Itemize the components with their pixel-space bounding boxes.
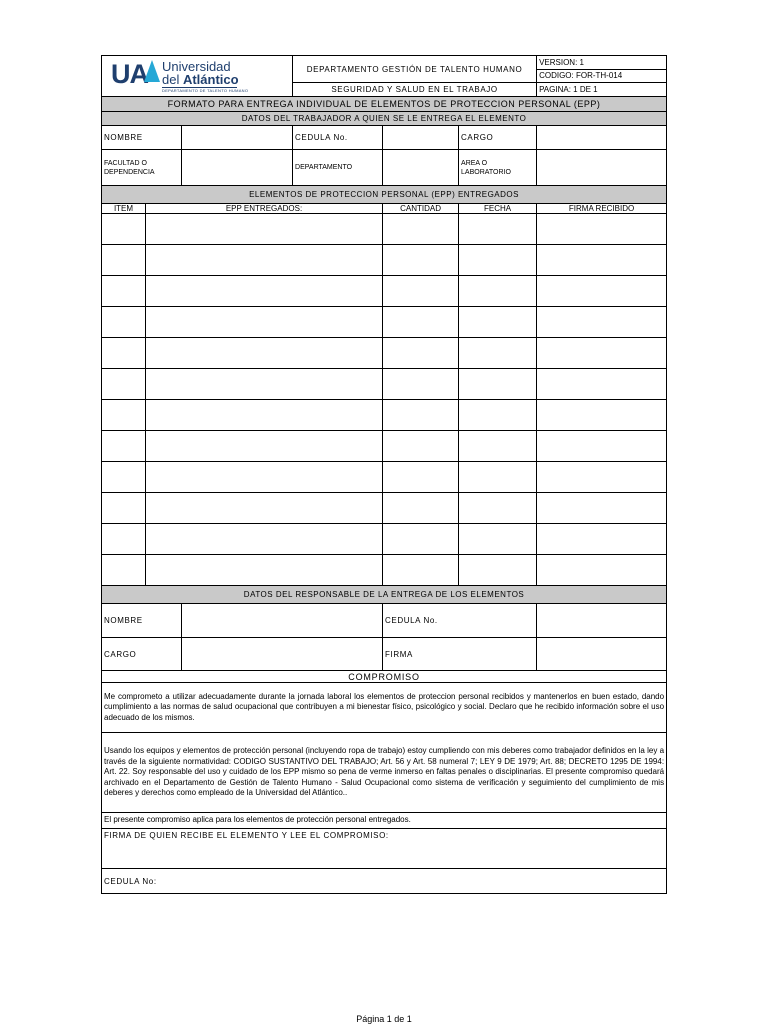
epp-row	[102, 431, 667, 462]
epp-description-cell[interactable]	[146, 338, 383, 369]
epp-signature-cell[interactable]	[537, 493, 667, 524]
epp-item-cell[interactable]	[102, 400, 146, 431]
epp-description-cell[interactable]	[146, 307, 383, 338]
page-label: PAGINA: 1 DE 1	[537, 83, 667, 97]
departamento-field[interactable]	[383, 150, 459, 186]
worker-name-field[interactable]	[182, 126, 293, 150]
logo-department: DEPARTAMENTO DE TALENTO HUMANO	[162, 88, 249, 93]
epp-date-cell[interactable]	[459, 276, 537, 307]
responsible-cargo-field[interactable]	[182, 638, 383, 671]
col-fecha-header: FECHA	[459, 204, 537, 214]
worker-section-heading: DATOS DEL TRABAJADOR A QUIEN SE LE ENTREGA EL ELEMENTO	[102, 112, 667, 126]
logo-line2: del Atlántico	[162, 72, 239, 87]
epp-date-cell[interactable]	[459, 338, 537, 369]
epp-date-cell[interactable]	[459, 400, 537, 431]
logo-ua-mark: UA	[111, 59, 148, 89]
epp-row	[102, 400, 667, 431]
epp-signature-cell[interactable]	[537, 555, 667, 586]
epp-row	[102, 524, 667, 555]
area-title: SEGURIDAD Y SALUD EN EL TRABAJO	[293, 83, 537, 97]
logo-triangle-icon	[144, 60, 160, 82]
version-label: VERSION: 1	[537, 56, 667, 70]
epp-date-cell[interactable]	[459, 524, 537, 555]
epp-signature-cell[interactable]	[537, 462, 667, 493]
facultad-label: FACULTAD O DEPENDENCIA	[102, 150, 182, 186]
epp-quantity-cell[interactable]	[383, 431, 459, 462]
epp-quantity-cell[interactable]	[383, 245, 459, 276]
epp-date-cell[interactable]	[459, 307, 537, 338]
responsible-name-label: NOMBRE	[102, 604, 182, 638]
epp-item-cell[interactable]	[102, 555, 146, 586]
receiver-cedula-label: CEDULA No:	[104, 876, 157, 886]
epp-signature-cell[interactable]	[537, 245, 667, 276]
epp-quantity-cell[interactable]	[383, 276, 459, 307]
responsible-cedula-label: CEDULA No.	[383, 604, 537, 638]
epp-signature-cell[interactable]	[537, 214, 667, 245]
epp-quantity-cell[interactable]	[383, 493, 459, 524]
epp-row	[102, 369, 667, 400]
worker-cedula-label: CEDULA No.	[293, 126, 383, 150]
commitment-paragraph-2: Usando los equipos y elementos de protección personal (incluyendo ropa de trabajo) estoy cumpliendo con mis deberes como trabajador definidos en la ley a través de la siguiente normatividad: CODIGO SUSTANTIVO DEL TRABAJO; Art. 56 y Art. 58 numeral 7; LEY 9 DE 1979; Art. 88; DECRETO 1295 DE 1994: Art. 22. Soy responsable del uso y cuidado de los EPP mismo so pena de verme inmerso en faltas penales o disciplinarias. El presente compromiso quedará archivado en el Departamento de Gestión de Talento Humano - Salud Ocupacional como sistema de verificación y seguimiento del cumplimiento de mis deberes y derechos como empleado de la Universidad del Atlántico..	[102, 733, 667, 813]
epp-row	[102, 493, 667, 524]
responsible-cargo-label: CARGO	[102, 638, 182, 671]
epp-description-cell[interactable]	[146, 400, 383, 431]
epp-row	[102, 214, 667, 245]
epp-section-heading: ELEMENTOS DE PROTECCION PERSONAL (EPP) ENTREGADOS	[102, 186, 667, 204]
epp-date-cell[interactable]	[459, 214, 537, 245]
responsible-firma-field[interactable]	[537, 638, 667, 671]
responsible-firma-label: FIRMA	[383, 638, 537, 671]
epp-description-cell[interactable]	[146, 462, 383, 493]
worker-cargo-label: CARGO	[459, 126, 537, 150]
commitment-paragraph-3: El presente compromiso aplica para los elementos de protección personal entregados.	[102, 813, 667, 829]
epp-signature-cell[interactable]	[537, 276, 667, 307]
epp-quantity-cell[interactable]	[383, 214, 459, 245]
epp-row	[102, 245, 667, 276]
epp-signature-cell[interactable]	[537, 307, 667, 338]
epp-description-cell[interactable]	[146, 493, 383, 524]
epp-date-cell[interactable]	[459, 369, 537, 400]
departamento-label: DEPARTAMENTO	[293, 150, 383, 186]
col-epp-header: EPP ENTREGADOS:	[146, 204, 383, 214]
responsible-cedula-field[interactable]	[537, 604, 667, 638]
worker-name-label: NOMBRE	[102, 126, 182, 150]
commitment-heading: COMPROMISO	[102, 671, 667, 683]
epp-quantity-cell[interactable]	[383, 400, 459, 431]
responsible-section-heading: DATOS DEL RESPONSABLE DE LA ENTREGA DE LOS ELEMENTOS	[102, 586, 667, 604]
epp-row	[102, 338, 667, 369]
epp-date-cell[interactable]	[459, 245, 537, 276]
epp-description-cell[interactable]	[146, 214, 383, 245]
form-title: FORMATO PARA ENTREGA INDIVIDUAL DE ELEMENTOS DE PROTECCION PERSONAL (EPP)	[102, 97, 667, 112]
epp-signature-cell[interactable]	[537, 338, 667, 369]
epp-item-cell[interactable]	[102, 493, 146, 524]
epp-item-cell[interactable]	[102, 462, 146, 493]
epp-description-cell[interactable]	[146, 524, 383, 555]
epp-signature-cell[interactable]	[537, 524, 667, 555]
epp-date-cell[interactable]	[459, 462, 537, 493]
epp-signature-cell[interactable]	[537, 369, 667, 400]
epp-item-cell[interactable]	[102, 276, 146, 307]
epp-date-cell[interactable]	[459, 555, 537, 586]
epp-item-cell[interactable]	[102, 431, 146, 462]
epp-item-cell[interactable]	[102, 369, 146, 400]
epp-item-cell[interactable]	[102, 307, 146, 338]
epp-row	[102, 462, 667, 493]
epp-quantity-cell[interactable]	[383, 307, 459, 338]
epp-quantity-cell[interactable]	[383, 462, 459, 493]
commitment-paragraph-1: Me comprometo a utilizar adecuadamente durante la jornada laboral los elementos de proteccion personal recibidos y mantenerlos en buen estado, dando cumplimiento a las normas de salud ocupacional que contribuyen a mi bienestar físico, psicológico y social. Declaro que he recibido información sobre el uso adecuado de los mismos.	[102, 683, 667, 733]
department-title: DEPARTAMENTO GESTIÓN DE TALENTO HUMANO	[293, 56, 537, 83]
col-item-header: ITEM	[102, 204, 146, 214]
epp-item-cell[interactable]	[102, 524, 146, 555]
col-firma-header: FIRMA RECIBIDO	[537, 204, 667, 214]
epp-description-cell[interactable]	[146, 555, 383, 586]
epp-date-cell[interactable]	[459, 431, 537, 462]
responsible-name-field[interactable]	[182, 604, 383, 638]
epp-row	[102, 307, 667, 338]
epp-quantity-cell[interactable]	[383, 555, 459, 586]
epp-description-cell[interactable]	[146, 276, 383, 307]
epp-description-cell[interactable]	[146, 369, 383, 400]
epp-date-cell[interactable]	[459, 493, 537, 524]
area-label: AREA O LABORATORIO	[459, 150, 537, 186]
receiver-cedula-field[interactable]	[102, 869, 667, 894]
epp-item-cell[interactable]	[102, 214, 146, 245]
logo-line1: Universidad	[162, 59, 231, 74]
epp-quantity-cell[interactable]	[383, 338, 459, 369]
receiver-signature-field[interactable]	[102, 829, 667, 869]
epp-item-cell[interactable]	[102, 245, 146, 276]
epp-description-cell[interactable]	[146, 245, 383, 276]
epp-signature-cell[interactable]	[537, 431, 667, 462]
worker-cargo-field[interactable]	[537, 126, 667, 150]
epp-row	[102, 276, 667, 307]
receiver-signature-label: FIRMA DE QUIEN RECIBE EL ELEMENTO Y LEE EL COMPROMISO:	[104, 831, 389, 840]
epp-item-cell[interactable]	[102, 338, 146, 369]
code-label: CODIGO: FOR-TH-014	[537, 69, 667, 83]
epp-description-cell[interactable]	[146, 431, 383, 462]
worker-cedula-field[interactable]	[383, 126, 459, 150]
epp-quantity-cell[interactable]	[383, 369, 459, 400]
epp-form	[101, 55, 667, 894]
epp-signature-cell[interactable]	[537, 400, 667, 431]
university-logo	[102, 56, 293, 97]
page-footer: Página 1 de 1	[356, 1014, 412, 1024]
epp-row	[102, 555, 667, 586]
area-field[interactable]	[537, 150, 667, 186]
epp-quantity-cell[interactable]	[383, 524, 459, 555]
col-cantidad-header: CANTIDAD	[383, 204, 459, 214]
facultad-field[interactable]	[182, 150, 293, 186]
